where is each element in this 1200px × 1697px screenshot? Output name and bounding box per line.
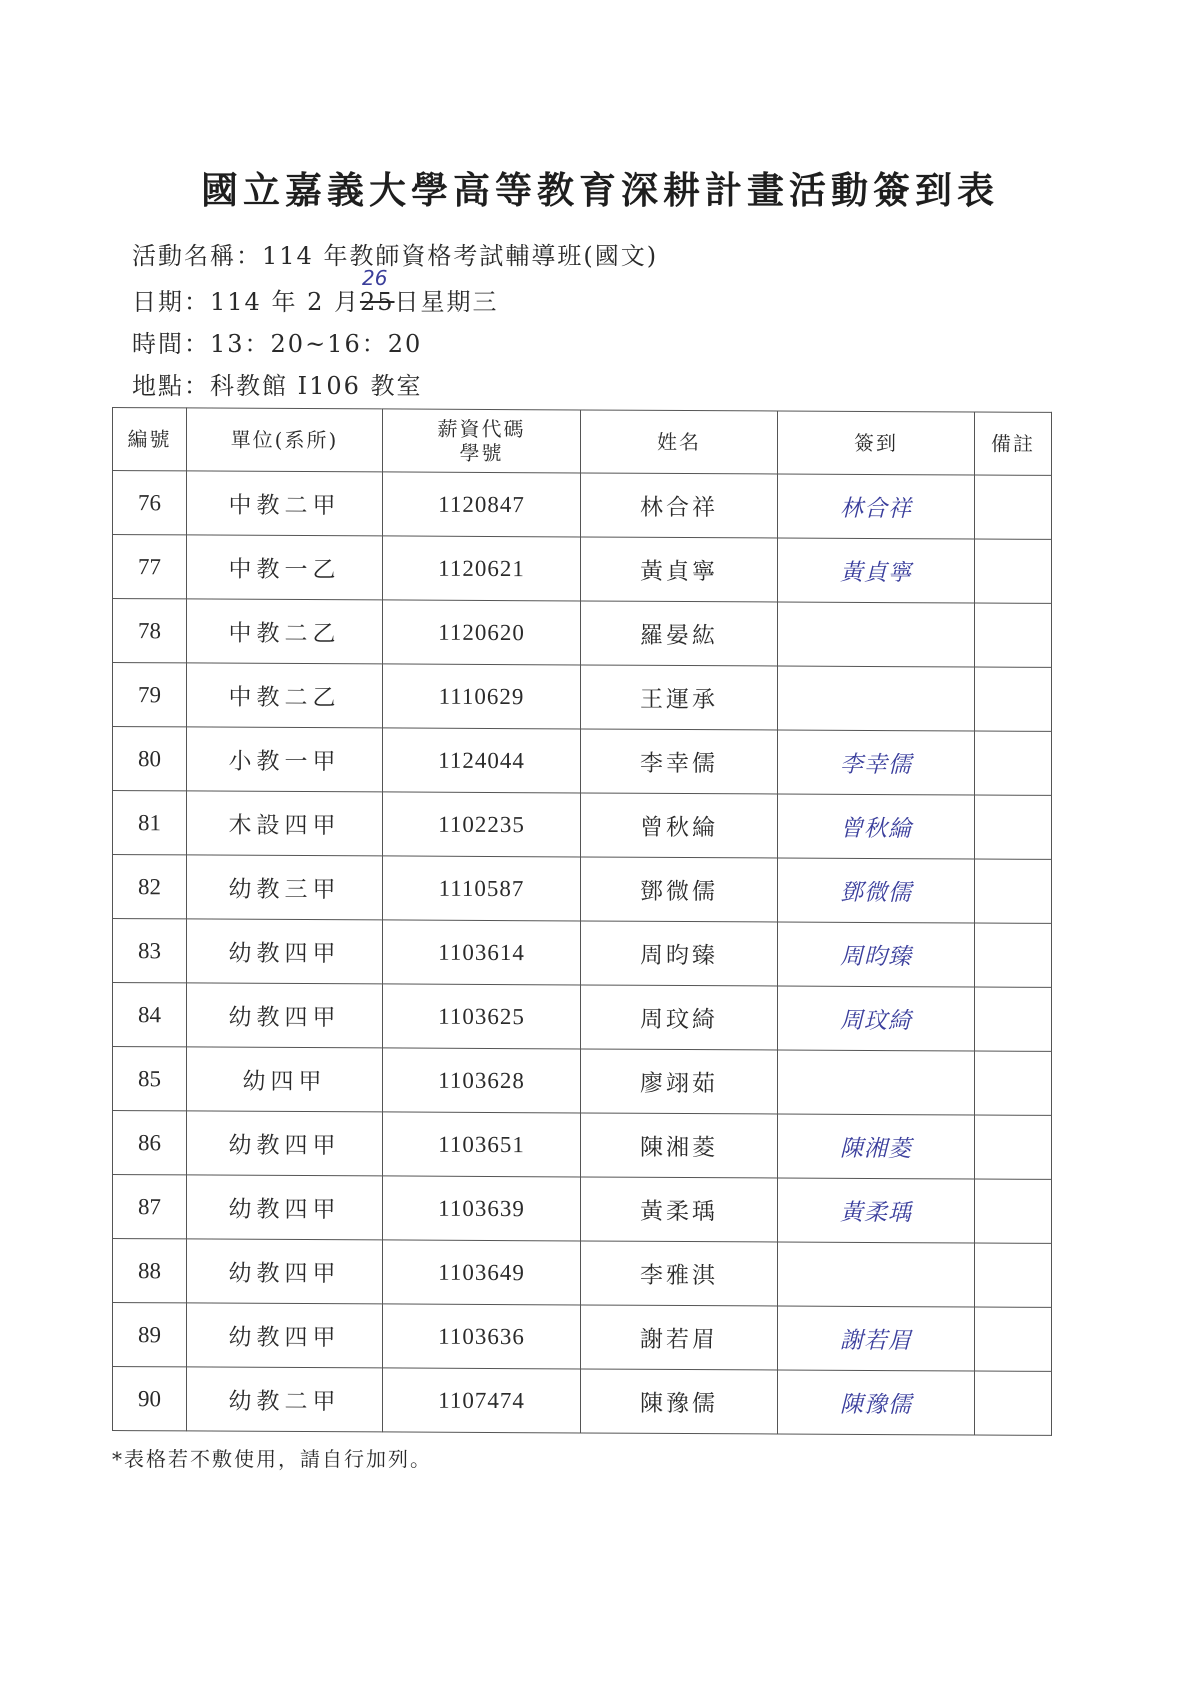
row-signature: 黃柔瑀 bbox=[778, 1178, 975, 1243]
time-label: 時間： bbox=[132, 330, 210, 358]
table-row bbox=[113, 599, 1052, 668]
row-signature bbox=[778, 666, 975, 731]
row-name: 謝若眉 bbox=[581, 1305, 778, 1370]
place-value: 科教館 I106 教室 bbox=[210, 372, 423, 400]
row-code: 1103649 bbox=[383, 1240, 581, 1305]
row-number: 79 bbox=[113, 663, 187, 727]
row-unit: 幼教四甲 bbox=[187, 983, 383, 1048]
row-note bbox=[975, 731, 1052, 795]
row-signature bbox=[778, 602, 975, 667]
row-name: 周玟綺 bbox=[581, 985, 778, 1050]
header-code-line2: 學號 bbox=[459, 440, 504, 466]
row-code: 1103639 bbox=[383, 1176, 581, 1241]
row-note bbox=[975, 475, 1052, 539]
row-name: 黃柔瑀 bbox=[581, 1177, 778, 1242]
activity-name-label: 活動名稱： bbox=[132, 242, 262, 270]
row-number: 76 bbox=[113, 471, 187, 535]
row-note bbox=[975, 795, 1052, 859]
table-row bbox=[113, 1367, 1052, 1436]
table-header-row bbox=[113, 408, 1052, 476]
table-row bbox=[113, 791, 1052, 860]
row-signature: 謝若眉 bbox=[778, 1306, 975, 1371]
row-name: 廖翊茹 bbox=[581, 1049, 778, 1114]
attendance-table bbox=[112, 407, 1052, 1436]
row-name: 李雅淇 bbox=[581, 1241, 778, 1306]
row-note bbox=[975, 667, 1052, 731]
row-unit: 中教二甲 bbox=[187, 471, 383, 536]
row-name: 陳湘菱 bbox=[581, 1113, 778, 1178]
row-number: 87 bbox=[113, 1175, 187, 1239]
row-name: 周昀臻 bbox=[581, 921, 778, 986]
page-title: 國立嘉義大學高等教育深耕計畫活動簽到表 bbox=[201, 168, 999, 212]
table-row bbox=[113, 1111, 1052, 1180]
row-code: 1103651 bbox=[383, 1112, 581, 1177]
row-signature bbox=[778, 1050, 975, 1115]
row-number: 77 bbox=[113, 535, 187, 599]
row-unit: 中教二乙 bbox=[187, 663, 383, 728]
activity-name-line bbox=[132, 236, 658, 271]
row-code: 1110587 bbox=[383, 856, 581, 921]
row-unit: 中教二乙 bbox=[187, 599, 383, 664]
table-row bbox=[113, 1303, 1052, 1372]
table-row bbox=[113, 727, 1052, 796]
date-line bbox=[132, 266, 499, 317]
row-note bbox=[975, 859, 1052, 923]
row-unit: 中教一乙 bbox=[187, 535, 383, 600]
row-number: 78 bbox=[113, 599, 187, 663]
row-code: 1103625 bbox=[383, 984, 581, 1049]
row-unit: 幼四甲 bbox=[187, 1047, 383, 1112]
table-row bbox=[113, 983, 1052, 1052]
row-note bbox=[975, 923, 1052, 987]
activity-name-value: 114 年教師資格考試輔導班(國文) bbox=[262, 242, 659, 270]
row-code: 1103628 bbox=[383, 1048, 581, 1113]
row-number: 90 bbox=[113, 1367, 187, 1431]
table-row bbox=[113, 663, 1052, 732]
row-signature: 陳湘菱 bbox=[778, 1114, 975, 1179]
row-name: 王運承 bbox=[581, 665, 778, 730]
row-number: 83 bbox=[113, 919, 187, 983]
row-name: 鄧微儒 bbox=[581, 857, 778, 922]
row-unit: 幼教二甲 bbox=[187, 1367, 383, 1432]
row-name: 林合祥 bbox=[581, 473, 778, 538]
row-code: 1102235 bbox=[383, 792, 581, 857]
row-name: 李幸儒 bbox=[581, 729, 778, 794]
row-note bbox=[975, 1243, 1052, 1307]
row-code: 1120620 bbox=[383, 600, 581, 665]
row-unit: 幼教四甲 bbox=[187, 919, 383, 984]
date-day-handwritten: 26 bbox=[361, 266, 388, 290]
row-signature: 陳豫儒 bbox=[778, 1370, 975, 1435]
header-code bbox=[383, 409, 581, 473]
table-row bbox=[113, 855, 1052, 924]
row-unit: 幼教四甲 bbox=[187, 1239, 383, 1304]
row-signature: 李幸儒 bbox=[778, 730, 975, 795]
row-note bbox=[975, 1115, 1052, 1179]
row-number: 88 bbox=[113, 1239, 187, 1303]
date-day-correction bbox=[359, 266, 395, 316]
row-unit: 幼教四甲 bbox=[187, 1111, 383, 1176]
table-body bbox=[113, 471, 1052, 1436]
date-prefix: 114 年 2 月 bbox=[210, 288, 360, 316]
row-code: 1120621 bbox=[383, 536, 581, 601]
header-unit: 單位(系所) bbox=[187, 408, 383, 472]
date-label: 日期： bbox=[132, 288, 210, 316]
table-row bbox=[113, 919, 1052, 988]
table-row bbox=[113, 471, 1052, 540]
table-row bbox=[113, 1047, 1052, 1116]
row-note bbox=[975, 539, 1052, 603]
row-unit: 木設四甲 bbox=[187, 791, 383, 856]
row-name: 羅晏紘 bbox=[581, 601, 778, 666]
table-row bbox=[113, 535, 1052, 604]
row-signature: 周玟綺 bbox=[778, 986, 975, 1051]
row-code: 1107474 bbox=[383, 1368, 581, 1433]
header-no: 編號 bbox=[113, 408, 187, 471]
row-name: 黃貞寧 bbox=[581, 537, 778, 602]
row-number: 81 bbox=[113, 791, 187, 855]
time-value: 13：20~16：20 bbox=[210, 330, 423, 358]
row-number: 82 bbox=[113, 855, 187, 919]
row-signature: 鄧微儒 bbox=[778, 858, 975, 923]
date-suffix: 日星期三 bbox=[394, 288, 499, 316]
row-code: 1103614 bbox=[383, 920, 581, 985]
row-number: 89 bbox=[113, 1303, 187, 1367]
header-code-line1: 薪資代碼 bbox=[437, 416, 526, 442]
row-unit: 幼教四甲 bbox=[187, 1175, 383, 1240]
row-signature: 周昀臻 bbox=[778, 922, 975, 987]
header-name: 姓名 bbox=[581, 410, 778, 474]
row-code: 1103636 bbox=[383, 1304, 581, 1369]
row-signature: 林合祥 bbox=[778, 474, 975, 539]
row-unit: 小教一甲 bbox=[187, 727, 383, 792]
row-note bbox=[975, 987, 1052, 1051]
row-name: 曾秋綸 bbox=[581, 793, 778, 858]
row-note bbox=[975, 1051, 1052, 1115]
row-signature: 曾秋綸 bbox=[778, 794, 975, 859]
place-label: 地點： bbox=[132, 372, 210, 400]
table-row bbox=[113, 1239, 1052, 1308]
row-unit: 幼教三甲 bbox=[187, 855, 383, 920]
row-code: 1124044 bbox=[383, 728, 581, 793]
header-sign: 簽到 bbox=[778, 411, 975, 475]
footnote: *表格若不敷使用，請自行加列。 bbox=[112, 1447, 432, 1471]
row-name: 陳豫儒 bbox=[581, 1369, 778, 1434]
row-number: 85 bbox=[113, 1047, 187, 1111]
table-row bbox=[113, 1175, 1052, 1244]
row-note bbox=[975, 1307, 1052, 1371]
date-day-struck: 25 bbox=[359, 288, 395, 316]
row-note bbox=[975, 1179, 1052, 1243]
row-unit: 幼教四甲 bbox=[187, 1303, 383, 1368]
row-note bbox=[975, 1371, 1052, 1435]
row-code: 1120847 bbox=[383, 472, 581, 537]
row-note bbox=[975, 603, 1052, 667]
row-number: 84 bbox=[113, 983, 187, 1047]
place-line bbox=[132, 366, 423, 401]
row-number: 86 bbox=[113, 1111, 187, 1175]
attendance-table-wrapper bbox=[112, 407, 1052, 1436]
row-signature bbox=[778, 1242, 975, 1307]
row-code: 1110629 bbox=[383, 664, 581, 729]
row-number: 80 bbox=[113, 727, 187, 791]
time-line bbox=[132, 324, 422, 359]
header-note: 備註 bbox=[975, 412, 1052, 475]
row-signature: 黃貞寧 bbox=[778, 538, 975, 603]
